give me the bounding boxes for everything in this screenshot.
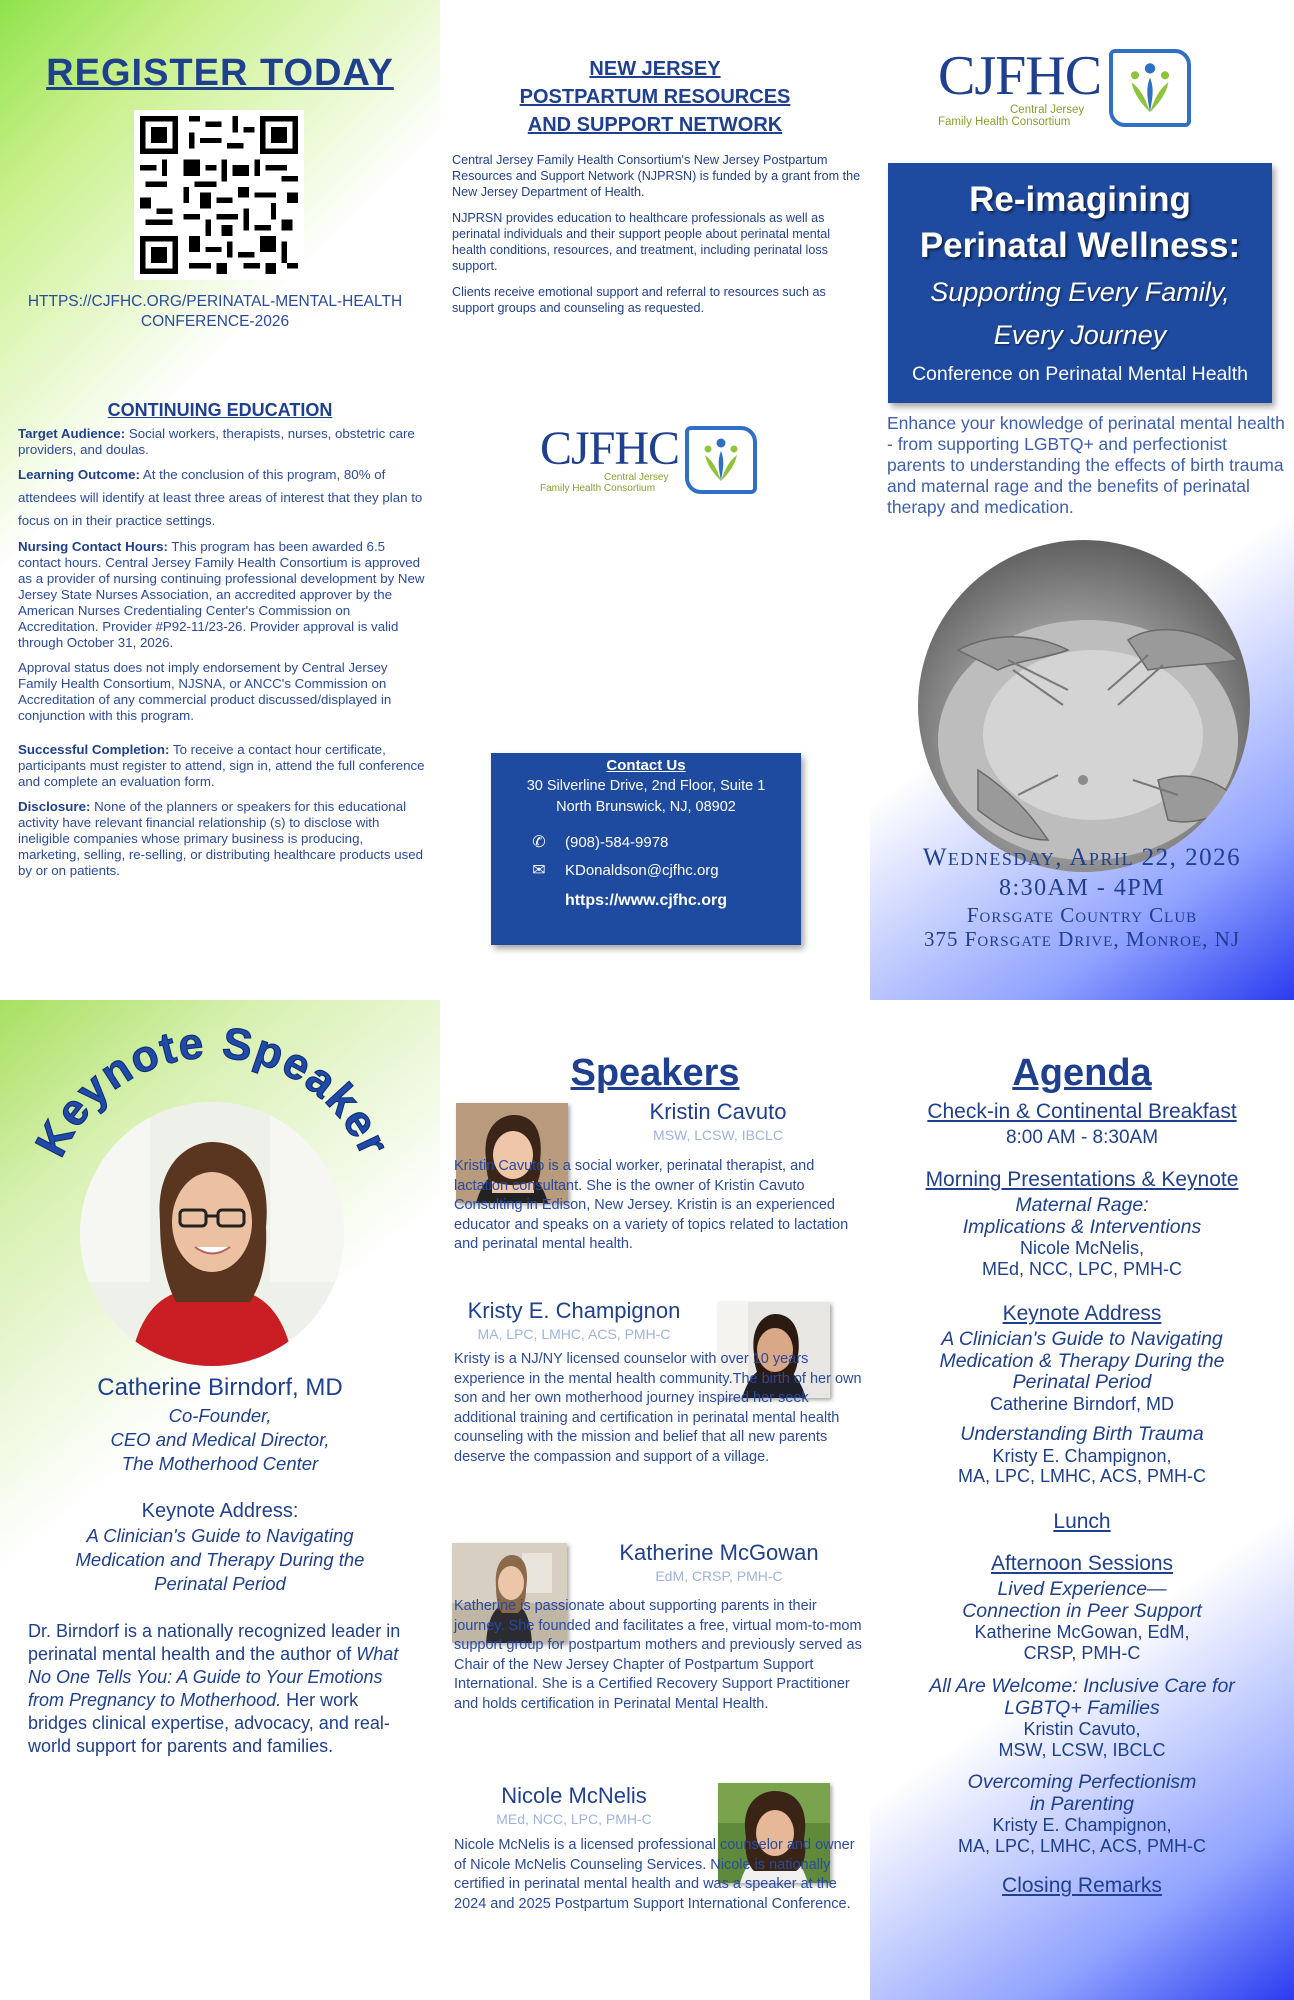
continuing-education-title: CONTINUING EDUCATION — [107, 400, 333, 420]
family-leaf-icon — [1109, 49, 1191, 127]
speaker-name-nicole-mcnelis: Nicole McNelis — [501, 1783, 647, 1808]
speakers-title: Speakers — [570, 1052, 740, 1094]
agenda-session-maternal-rage-title1: Maternal Rage: — [1015, 1194, 1149, 1216]
disclosure-text: None of the planners or speakers for this educational activity have relevant financial relationship (s) to disclose with ineligible companies whose primary business is producing, marketing, selling, re-selling, or distributing healthcare products used by or on patients. — [18, 799, 424, 878]
logo-subtitle-line1: Central Jersey — [604, 472, 669, 483]
phone-icon: ✆ — [532, 834, 546, 851]
agenda-session-lgbtq-speaker: Kristin Cavuto, — [1023, 1719, 1141, 1739]
speaker-name-kristin-cavuto: Kristin Cavuto — [649, 1099, 787, 1124]
qr-code[interactable] — [134, 110, 304, 280]
conference-title-line1: Re-imagining — [969, 180, 1191, 219]
agenda-session-peer-support-speaker: Katherine McGowan, EdM, — [974, 1622, 1190, 1642]
njprsn-panel — [440, 0, 870, 1000]
registration-url-line1: HTTPS://CJFHC.ORG/PERINATAL-MENTAL-HEALTH — [27, 293, 403, 310]
conference-title-line2: Perinatal Wellness: — [919, 226, 1241, 265]
agenda-birth-trauma — [870, 1424, 1294, 1487]
speaker-credentials-kristin-cavuto: MSW, LCSW, IBCLC — [653, 1127, 783, 1143]
njprsn-description — [452, 152, 862, 326]
speaker-name-katherine-mcgowan: Katherine McGowan — [619, 1540, 819, 1565]
agenda-session-lgbtq-title2: LGBTQ+ Families — [1004, 1696, 1160, 1719]
speaker-credentials-nicole-mcnelis: MEd, NCC, LPC, PMH-C — [496, 1811, 652, 1827]
cover-panel — [870, 0, 1294, 1000]
contact-email: KDonaldson@cjfhc.org — [565, 861, 719, 879]
learning-outcome — [18, 463, 428, 532]
registration-url-line2: CONFERENCE-2026 — [140, 313, 290, 330]
njprsn-title-line3: AND SUPPORT NETWORK — [527, 114, 783, 136]
agenda-checkin-time: 8:00 AM - 8:30AM — [1005, 1127, 1159, 1148]
logo-name: CJFHC — [938, 45, 1102, 107]
event-venue: Forsgate Country Club — [966, 903, 1198, 927]
successful-completion-label: Successful Completion: — [18, 742, 170, 757]
njprsn-title — [440, 55, 870, 139]
target-audience-text: Social workers, therapists, nurses, obstetric care providers, and doulas. — [18, 426, 415, 457]
contact-us-box — [491, 753, 801, 945]
keynote-speaker-photo — [80, 1102, 344, 1366]
keynote-role-line2: CEO and Medical Director, — [110, 1429, 330, 1450]
speaker-bio-nicole-mcnelis: Nicole McNelis is a licensed professional counselor and owner of Nicole McNelis Counseling Services. Nicole is nationally certified in perinatal mental health and was a speaker at the 2024 and 2025 Postpartum Support International Conference. — [454, 1837, 855, 1912]
keynote-speaker-name: Catherine Birndorf, MD — [97, 1374, 343, 1401]
keynote-portrait-illustration — [80, 1102, 344, 1366]
register-panel — [0, 0, 440, 1000]
keynote-address-title — [30, 1524, 410, 1596]
contact-address — [491, 776, 801, 818]
agenda-session-perfectionism-speaker: Kristy E. Champignon, — [992, 1815, 1172, 1835]
njprsn-title-line1: NEW JERSEY — [589, 58, 721, 80]
event-time: 8:30AM - 4PM — [998, 875, 1166, 901]
approval-status: Approval status does not imply endorsement by Central Jersey Family Health Consortium, NJSNA, or ANCC's Commission on Accreditation of any commercial product discussed/displayed in conjunction with this program. — [18, 660, 392, 723]
agenda-keynote-title2: Medication & Therapy During the — [939, 1349, 1225, 1372]
agenda-afternoon — [870, 1552, 1294, 1663]
conference-tagline: Conference on Perinatal Mental Health — [911, 363, 1249, 385]
keynote-role-line1: Co-Founder, — [168, 1405, 272, 1426]
keynote-address-label: Keynote Address: — [141, 1500, 299, 1522]
agenda-lunch — [870, 1510, 1294, 1534]
pregnant-belly-photo — [918, 540, 1250, 872]
event-address: 375 Forsgate Drive, Monroe, NJ — [923, 927, 1241, 951]
qr-code-image — [140, 116, 298, 274]
agenda-session-birth-trauma-credentials: MA, LPC, LMHC, ACS, PMH-C — [957, 1466, 1207, 1486]
speaker-credentials-kristy-champignon: MA, LPC, LMHC, ACS, PMH-C — [477, 1326, 671, 1342]
logo-subtitle-line1: Central Jersey — [1010, 104, 1085, 116]
conference-title-box — [888, 163, 1272, 403]
contact-phone: (908)-584-9978 — [565, 833, 669, 851]
conference-subtitle-line2: Every Journey — [993, 320, 1167, 350]
event-details — [870, 843, 1294, 951]
agenda-session-maternal-rage-credentials: MEd, NCC, LPC, PMH-C — [981, 1258, 1183, 1279]
keynote-book-title: What No One Tells You: A Guide to Your Emotions from Pregnancy to Motherhood. — [28, 1644, 399, 1710]
speaker-credentials-katherine-mcgowan: EdM, CRSP, PMH-C — [655, 1568, 783, 1584]
agenda-keynote — [870, 1302, 1294, 1414]
njprsn-title-line2: POSTPARTUM RESOURCES — [519, 86, 791, 108]
conference-title — [888, 177, 1272, 269]
family-leaf-icon — [685, 426, 757, 494]
learning-outcome-text: At the conclusion of this program, 80% of attendees will identify at least three areas of interest that they plan to focus on in their practice settings. — [18, 467, 423, 528]
target-audience — [18, 426, 428, 458]
nursing-contact-hours-label: Nursing Contact Hours: — [18, 539, 168, 554]
agenda-session-perfectionism-credentials: MA, LPC, LMHC, ACS, PMH-C — [957, 1835, 1207, 1856]
njprsn-paragraph-education: NJPRSN provides education to healthcare professionals as well as perinatal individuals and their support people about perinatal mental health conditions, resources, and treatment, including perinatal loss support. — [452, 211, 831, 273]
agenda-session-maternal-rage-title2: Implications & Interventions — [962, 1215, 1202, 1238]
agenda-lgbtq — [870, 1676, 1294, 1760]
agenda-perfectionism — [870, 1772, 1294, 1856]
logo-subtitle-line2: Family Health Consortium — [540, 482, 656, 494]
disclosure-label: Disclosure: — [18, 799, 91, 814]
event-date: Wednesday, April 22, 2026 — [922, 844, 1242, 871]
envelope-icon: ✉ — [532, 862, 546, 879]
agenda-session-lgbtq-credentials: MSW, LCSW, IBCLC — [998, 1739, 1166, 1760]
agenda-session-lgbtq-title1: All Are Welcome: Inclusive Care for — [929, 1675, 1235, 1697]
keynote-speaker-role — [0, 1404, 440, 1476]
keynote-speaker-text: Keynote Speaker — [26, 1025, 400, 1165]
contact-address-line1: 30 Silverline Drive, 2nd Floor, Suite 1 — [526, 778, 766, 794]
agenda-closing — [870, 1874, 1294, 1898]
cjfhc-logo-middle — [540, 422, 757, 494]
cjfhc-logo-cover — [938, 45, 1191, 129]
contact-website-link[interactable]: https://www.cjfhc.org — [564, 892, 728, 909]
successful-completion-text: To receive a contact hour certificate, participants must register to attend, sign in, attend the full conference and complete an evaluation form. — [18, 742, 425, 789]
nursing-contact-hours — [18, 539, 428, 651]
agenda-session-peer-support-title1: Lived Experience— — [997, 1578, 1167, 1600]
continuing-education-body — [18, 426, 428, 888]
agenda-keynote-title3: Perinatal Period — [1012, 1371, 1152, 1393]
njprsn-paragraph-support: Clients receive emotional support and referral to resources such as support groups and counseling as requested. — [452, 285, 826, 315]
agenda-session-peer-support-credentials: CRSP, PMH-C — [1023, 1642, 1141, 1663]
njprsn-paragraph-funding: Central Jersey Family Health Consortium's New Jersey Postpartum Resources and Support Network (NJPRSN) is funded by a grant from the New Jersey Department of Health. — [452, 153, 861, 199]
agenda-afternoon-heading: Afternoon Sessions — [990, 1552, 1174, 1575]
conference-subtitle-line1: Supporting Every Family, — [930, 277, 1230, 307]
speaker-bio-kristy-champignon: Kristy is a NJ/NY licensed counselor with over 10 years experience in the mental health community.The birth of her own son and her own motherhood journey inspired her seek additional training and certification in perinatal mental health counseling with the mission and belief that all new parents deserve the compassion and support of a village. — [454, 1351, 862, 1465]
register-title: REGISTER TODAY — [46, 52, 394, 94]
keynote-panel — [0, 1000, 440, 2000]
agenda-session-birth-trauma-speaker: Kristy E. Champignon, — [992, 1445, 1172, 1466]
conference-intro: Enhance your knowledge of perinatal mental health - from supporting LGBTQ+ and perfectionist parents to understanding the effects of birth trauma and maternal rage and the benefits of perinatal therapy and medication. — [887, 413, 1285, 517]
target-audience-label: Target Audience: — [18, 426, 126, 441]
agenda-session-peer-support-title2: Connection in Peer Support — [962, 1599, 1202, 1622]
agenda-session-maternal-rage-speaker: Nicole McNelis, — [1019, 1238, 1145, 1258]
keynote-bio-part2: Her work bridges clinical expertise, advocacy, and real-world support for parents and families. — [28, 1690, 390, 1756]
agenda-lunch-heading: Lunch — [1053, 1510, 1111, 1533]
contact-email-row[interactable] — [527, 860, 801, 880]
agenda-session-perfectionism-title2: in Parenting — [1029, 1792, 1135, 1815]
learning-outcome-label: Learning Outcome: — [18, 467, 140, 482]
keynote-role-line3: The Motherhood Center — [121, 1453, 319, 1474]
agenda-morning-heading: Morning Presentations & Keynote — [925, 1168, 1239, 1191]
keynote-bio-part1: Dr. Birndorf is a nationally recognized leader in perinatal mental health and the author of — [28, 1621, 401, 1664]
logo-subtitle-line2: Family Health Consortium — [938, 116, 1071, 129]
agenda-session-perfectionism-title1: Overcoming Perfectionism — [967, 1771, 1197, 1793]
agenda-morning — [870, 1168, 1294, 1279]
keynote-speaker-bio — [28, 1620, 418, 1758]
agenda-keynote-speaker: Catherine Birndorf, MD — [989, 1393, 1175, 1414]
agenda-keynote-heading: Keynote Address — [1002, 1302, 1162, 1325]
logo-name: CJFHC — [540, 422, 680, 475]
contact-us-title: Contact Us — [606, 757, 686, 774]
speakers-panel — [440, 1000, 870, 2000]
disclosure — [18, 799, 428, 879]
contact-address-line2: North Brunswick, NJ, 08902 — [556, 799, 736, 815]
keynote-address-title-line3: Perinatal Period — [154, 1573, 286, 1594]
successful-completion — [18, 742, 428, 790]
speaker-bio-katherine-mcgowan: Katherine is passionate about supporting parents in their journey. She founded and facilitates a free, virtual mom-to-mom support group for postpartum mothers and previously served as Chair of the New Jersey Chapter of Postpartum Support International. She is a Certified Recovery Support Practitioner and holds certification in Perinatal Mental Health. — [454, 1598, 862, 1712]
nursing-contact-hours-text: This program has been awarded 6.5 contact hours. Central Jersey Family Health Consortium is approved as a provider of nursing continuing professional development by New Jersey State Nurses Association, an accredited approver by the American Nurses Credentialing Center's Commission on Accreditation. Provider #P92-11/23-26. Provider approval is valid through October 31, 2026. — [18, 539, 425, 650]
agenda-checkin — [870, 1100, 1294, 1148]
agenda-session-birth-trauma-title: Understanding Birth Trauma — [960, 1423, 1204, 1445]
hands-on-belly-illustration — [918, 540, 1250, 872]
agenda-panel — [870, 1000, 1294, 2000]
agenda-closing-heading: Closing Remarks — [1002, 1874, 1162, 1897]
registration-url[interactable] — [10, 292, 420, 332]
keynote-address-title-line2: Medication and Therapy During the — [75, 1549, 365, 1570]
speaker-name-kristy-champignon: Kristy E. Champignon — [467, 1298, 681, 1323]
agenda-checkin-heading: Check-in & Continental Breakfast — [927, 1100, 1237, 1123]
conference-subtitle — [888, 271, 1272, 357]
agenda-keynote-title1: A Clinician's Guide to Navigating — [941, 1328, 1223, 1350]
speaker-bio-kristin-cavuto: Kristin Cavuto is a social worker, perinatal therapist, and lactation consultant. She is the owner of Kristin Cavuto Consulting in Edison, New Jersey. Kristin is an experienced educator and speaks on a variety of topics related to lactation and perinatal mental health. — [454, 1158, 849, 1252]
keynote-address-title-line1: A Clinician's Guide to Navigating — [86, 1525, 354, 1546]
agenda-title: Agenda — [1012, 1052, 1152, 1094]
contact-phone-row[interactable] — [527, 832, 801, 852]
